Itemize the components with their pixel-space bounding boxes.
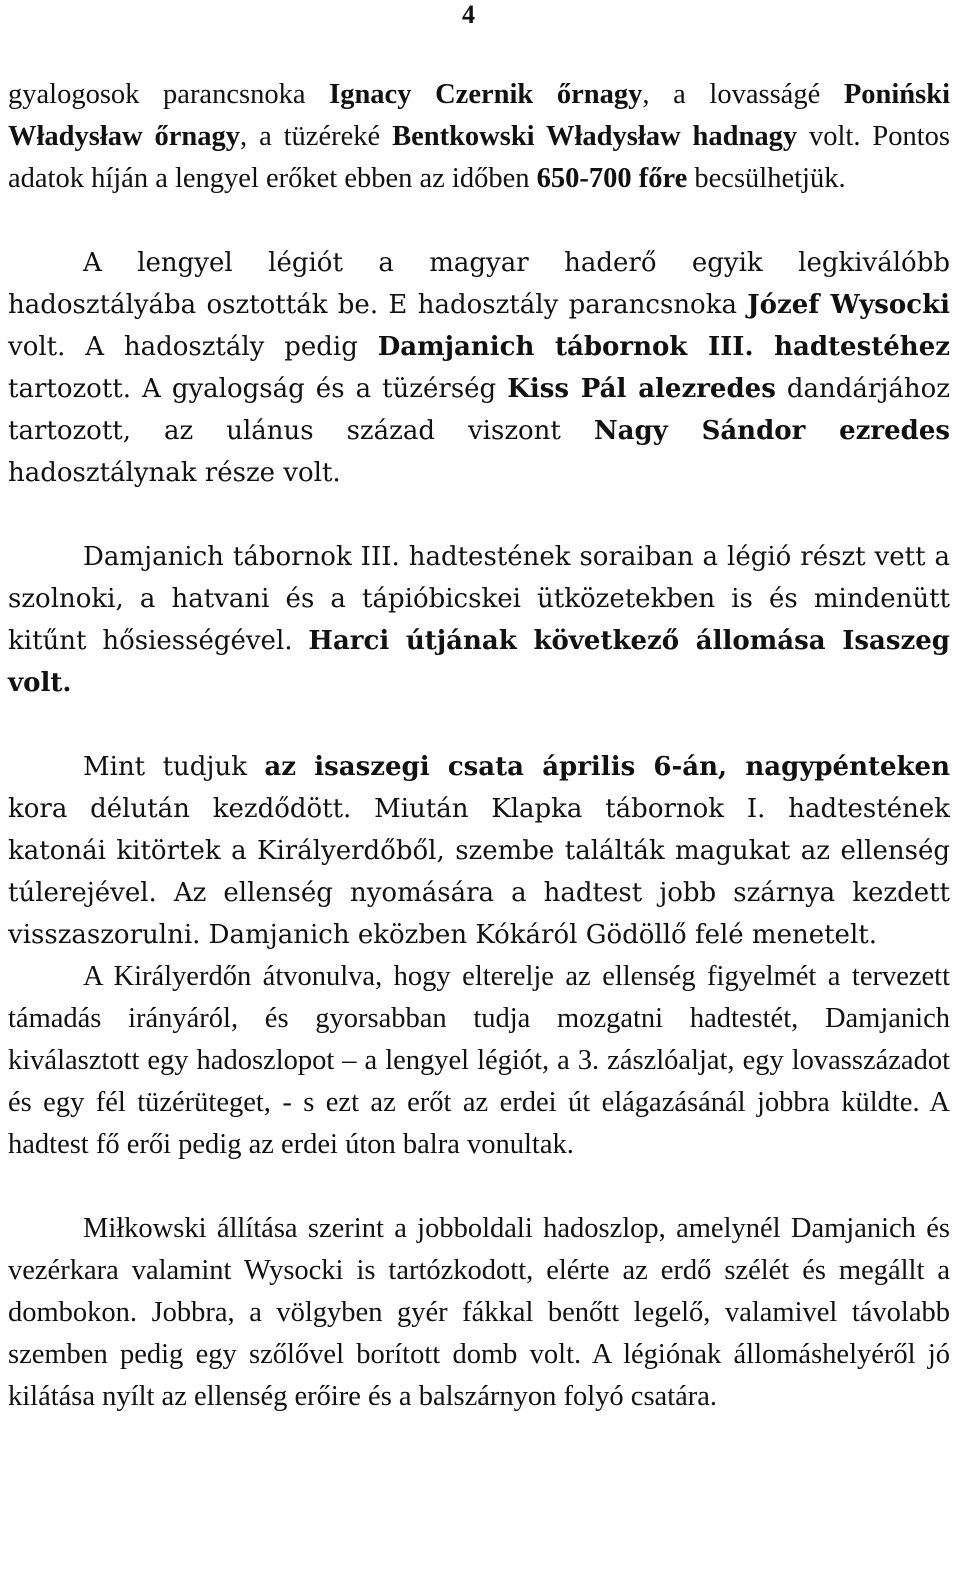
body-text: Miłkowski állítása szerint a jobboldali hadoszlop, amelynél Damjanich és vezérkara valamint Wysocki is tartózkodott, elérte az erdő szélét és megállt a dombokon. Jobbra, a völgyben gyér fákkal benőtt legelő, valamivel távolabb szemben pedig egy szőlővel borított domb volt. A légiónak állomáshelyéről jó kilátása nyílt az ellenség erőire és a balszárnyon folyó csatára. (8, 1213, 950, 1412)
paragraph-6 (8, 1208, 950, 1418)
bold-text: Poniński Władysław őrnagy (8, 79, 950, 152)
paragraph-2 (8, 242, 950, 494)
body-text: , a lovasságé (642, 79, 844, 110)
paragraph-1 (8, 74, 950, 200)
body-text: dandárjához tartozott, az ulánus század viszont (8, 374, 951, 446)
body-text: volt. Pontos adatok híján a lengyel erőket ebben az időben (8, 121, 950, 194)
bold-text: az isaszegi csata április 6-án, nagypénteken (264, 752, 950, 782)
body-text: A Királyerdőn átvonulva, hogy elterelje az ellenség figyelmét a tervezett támadás irányáról, és gyorsabban tudja mozgatni hadtestét, Damjanich kiválasztott egy hadoszlopot – a lengyel légiót, a 3. zászlóaljat, egy lovasszázadot és egy fél tüzérüteget, - s ezt az erőt az erdei út elágazásánál jobbra küldte. A hadtest fő erői pedig az erdei úton balra vonultak. (8, 961, 950, 1160)
paragraph-4 (8, 746, 950, 956)
bold-text: Ignacy Czernik őrnagy (329, 79, 643, 110)
document-body (8, 74, 950, 1418)
paragraph-3 (8, 536, 950, 704)
body-text: tartozott. A gyalogság és a tüzérség (8, 374, 508, 404)
bold-text: 650-700 főre (536, 163, 688, 194)
body-text: becsülhetjük. (687, 163, 846, 194)
body-text: Mint tudjuk (83, 752, 265, 782)
page-number: 4 (462, 0, 475, 29)
body-text: A lengyel légiót a magyar haderő egyik legkiválóbb hadosztályába osztották be. E hadosztály parancsnoka (8, 248, 950, 320)
bold-text: Nagy Sándor ezredes (593, 416, 951, 446)
body-text: Damjanich tábornok III. hadtestének soraiban a légió részt vett a szolnoki, a hatvani és a tápióbicskei ütközetekben is és mindenütt kitűnt hősiességével. (8, 542, 950, 656)
bold-text: Kiss Pál alezredes (507, 374, 776, 404)
body-text: kora délután kezdődött. Miután Klapka tábornok I. hadtestének katonái kitörtek a Királyerdőből, szembe találták magukat az ellenség túlerejével. Az ellenség nyomására a hadtest jobb szárnya kezdett visszaszorulni. Damjanich eközben Kókáról Gödöllő felé menetelt. (8, 794, 950, 950)
bold-text: Józef Wysocki (747, 290, 950, 320)
bold-text: Damjanich tábornok III. hadtestéhez (377, 332, 950, 362)
bold-text: Harci útjának következő állomása Isaszeg volt. (8, 626, 950, 698)
bold-text: Bentkowski Władysław hadnagy (392, 121, 798, 152)
body-text: volt. A hadosztály pedig (8, 332, 378, 362)
body-text: , a tüzéreké (240, 121, 393, 152)
body-text: gyalogosok parancsnoka (8, 79, 330, 110)
body-text: hadosztálynak része volt. (8, 458, 341, 488)
paragraph-5 (8, 956, 950, 1166)
